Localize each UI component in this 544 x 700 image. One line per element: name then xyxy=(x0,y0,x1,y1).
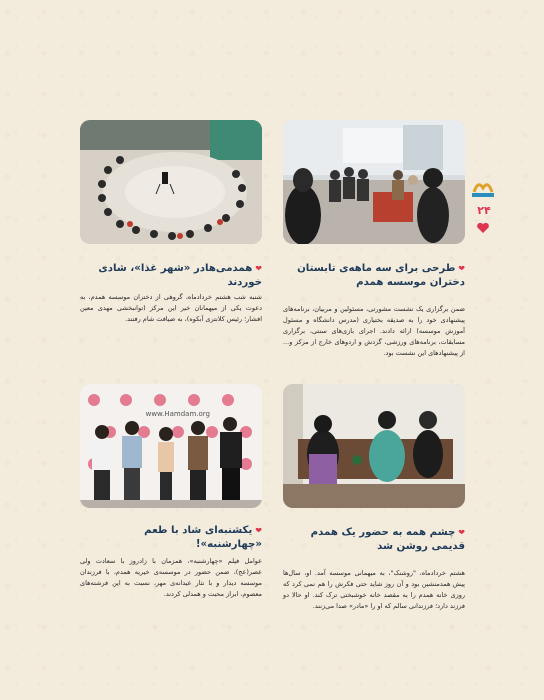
article-food-city-title xyxy=(80,262,262,290)
photo-food-city xyxy=(80,120,262,244)
article-summer-plan-title xyxy=(283,262,465,290)
issue-number: ۲۴ xyxy=(477,204,491,217)
article-title-text: چشم همه به حضور یک همدم قدیمی روشن شد xyxy=(310,527,465,552)
heart-bullet-icon: ❤ xyxy=(458,264,465,273)
article-summer-plan-body: ضمن برگزاری یک نشست مشورتی، مسئولین و مربیان، برنامه‌های پیشنهادی خود را به صدیقه بختیاری (مدرس دانشگاه و مسئول آموزش موسسه) ارائه دادند. اجرای بازی‌های سنتی، برگزاری مسابقات، برنامه‌های ورزشی، گردش و اردوهای خارج از مرکز و... از پیشنهادهای این نشست بود. xyxy=(283,305,465,357)
heart-icon xyxy=(476,222,490,234)
issue-badge xyxy=(470,178,498,238)
article-title-text: طرحی برای سه ماهه‌ی تابستان دختران موسسه همدم xyxy=(297,263,465,288)
heart-bullet-icon: ❤ xyxy=(255,264,262,273)
photo-wednesday-film-crew xyxy=(80,384,262,508)
article-former-resident-title xyxy=(283,526,465,554)
heart-bullet-icon: ❤ xyxy=(255,526,262,535)
backdrop-url: www.Hamdam.org xyxy=(145,410,210,418)
article-former-resident-body: هشتم خردادماه، "روشنک"، به میهمانی موسسه آمد. او، سال‌ها پیش همدمنشین بود و آن روز شاید حتی فکرش را هم نمی کرد که روزی خانه همدم را به مقصد خانه خوشبختی ترک کند. او حالا دو فرزند دارد؛ فرزندانی سالم که او را «مادر» صدا می‌زنند. xyxy=(283,569,465,610)
photo-summer-plan-meeting xyxy=(283,120,465,244)
article-title-text: همدمی‌هادر «شهر غذا»، شادی خوردند xyxy=(98,263,262,288)
hamdam-logo-icon xyxy=(470,178,496,198)
photo-former-resident-visit xyxy=(283,384,465,508)
article-wednesday-title xyxy=(80,524,262,552)
article-title-text: یکشنبه‌ای شاد با طعم «چهارشنبه»! xyxy=(144,525,262,550)
article-wednesday-body: عوامل فیلم «چهارشنبه»، همزمان با زادروز با سعادت ولی عصر(عج)، ضمن حضور در موسسه‌ی خیریه همدم، با فرزندان موسسه دیدار و با نثار عیدانه‌ی مهر، نسبت به این فرشته‌های معصوم، ابراز محبت و همدلی کردند. xyxy=(80,557,262,598)
heart-bullet-icon: ❤ xyxy=(458,528,465,537)
article-food-city-body: شنبه شب هشتم خردادماه، گروهی از دختران موسسه همدم، به دعوت یکی از میهمانان خیر این مرکز (توانبخشی مهدی معین افشار؛ رئیس کلانتری آبکوه)، به ضیافت شام رفتند. xyxy=(80,293,262,323)
